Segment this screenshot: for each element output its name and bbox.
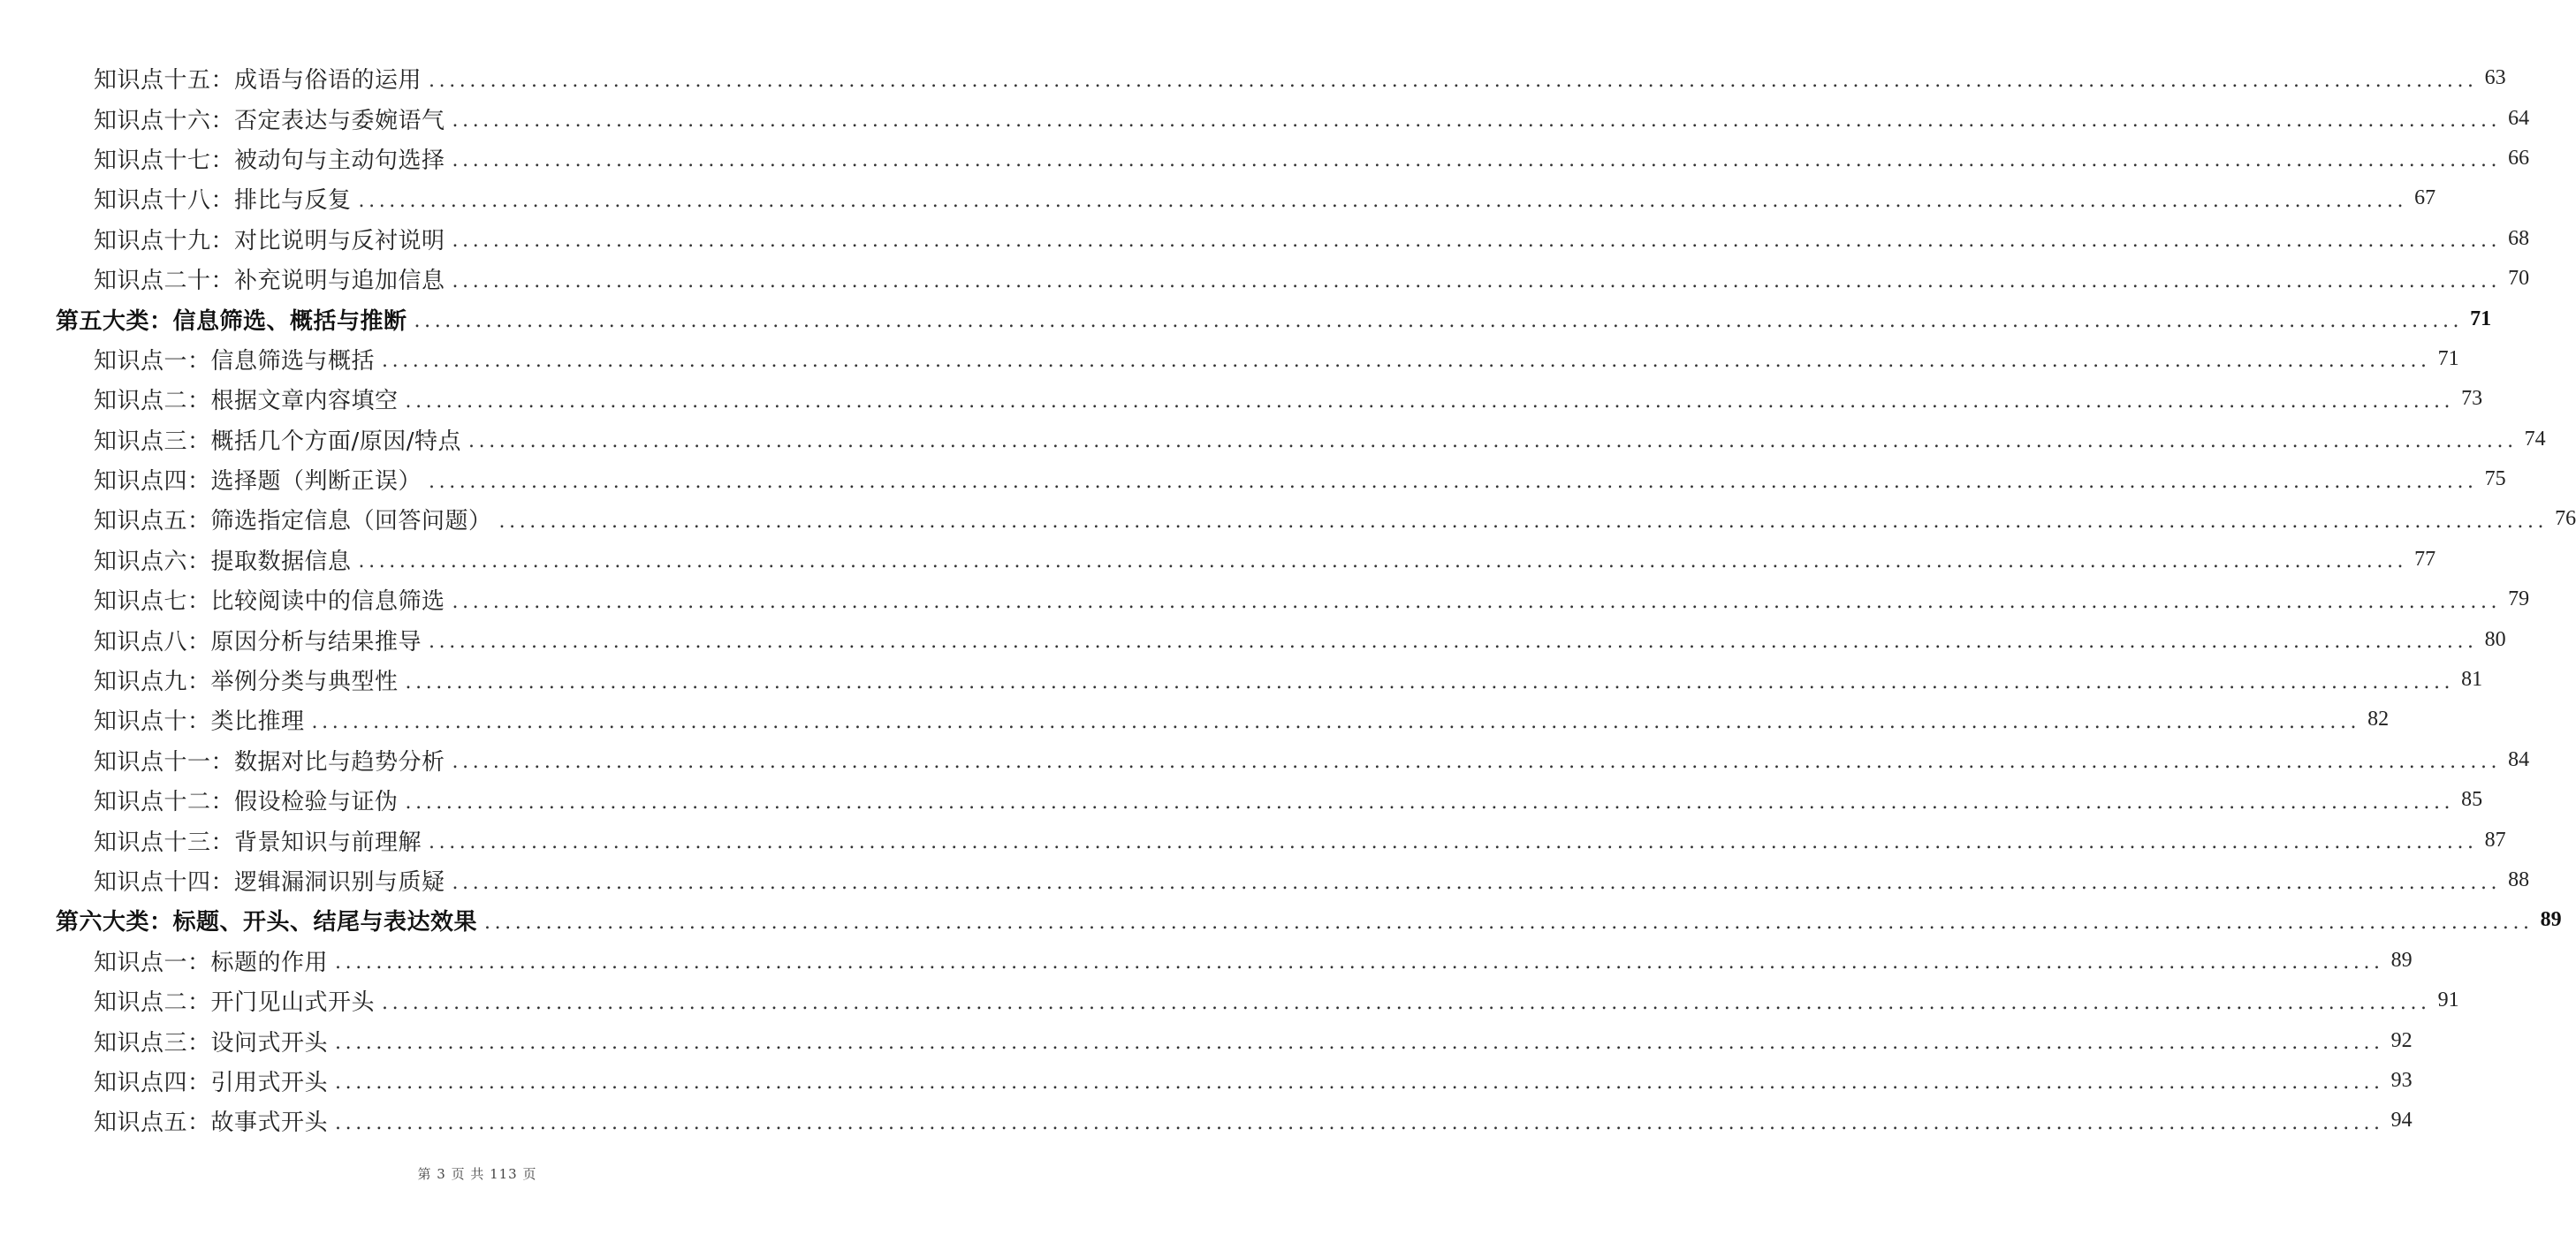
toc-entry-row[interactable] [0, 619, 2506, 659]
toc-page-number: 70 [2508, 267, 2530, 291]
toc-entry-title: 知识点九：举例分类与典型性 [94, 669, 399, 696]
toc-page-number: 87 [2484, 828, 2506, 852]
toc-page-number: 85 [2461, 788, 2483, 812]
dot-leader: ........................................................................................................................................................................................................ [468, 430, 2518, 453]
toc-entry-title: 知识点十三：背景知识与前理解 [94, 829, 422, 856]
toc-entry-row[interactable] [0, 499, 2576, 539]
toc-entry-row[interactable] [0, 379, 2483, 419]
toc-page-number: 93 [2390, 1068, 2413, 1092]
toc-page-number: 94 [2390, 1109, 2413, 1133]
toc-page-number: 63 [2484, 66, 2506, 90]
toc-entry-row[interactable] [0, 98, 2530, 138]
toc-category-row[interactable] [0, 299, 2492, 338]
toc-entry-row[interactable] [0, 1020, 2413, 1060]
toc-page-number: 80 [2484, 627, 2506, 651]
dot-leader: ........................................................................................................................................................................................................ [429, 470, 2478, 493]
toc-entry-row[interactable] [0, 459, 2506, 499]
dot-leader: ........................................................................................................................................................................................................ [452, 590, 2502, 613]
toc-page-number: 68 [2508, 226, 2530, 250]
toc-page-number: 89 [2540, 908, 2562, 932]
toc-entry-title: 知识点十四：逻辑漏洞识别与质疑 [94, 869, 445, 896]
toc-entry-row[interactable] [0, 420, 2546, 459]
dot-leader: ........................................................................................................................................................................................................ [452, 751, 2502, 774]
toc-entry-title: 知识点十六：否定表达与委婉语气 [94, 107, 445, 134]
table-of-contents [0, 58, 2576, 1141]
toc-page-number: 71 [2470, 307, 2492, 330]
toc-entry-title: 知识点七：比较阅读中的信息筛选 [94, 588, 445, 616]
page-footer: 第 3 页 共 113 页 [417, 1166, 537, 1182]
toc-entry-title: 知识点二：根据文章内容填空 [94, 388, 399, 415]
toc-page-number: 89 [2390, 948, 2413, 972]
dot-leader: ........................................................................................................................................................................................................ [452, 110, 2502, 133]
dot-leader: ........................................................................................................................................................................................................ [429, 831, 2478, 854]
dot-leader: ........................................................................................................................................................................................................ [405, 671, 2455, 693]
toc-page-number: 92 [2390, 1028, 2413, 1052]
dot-leader: ........................................................................................................................................................................................................ [311, 710, 2361, 733]
dot-leader: ........................................................................................................................................................................................................ [429, 631, 2478, 654]
toc-page-number: 84 [2508, 747, 2530, 771]
toc-entry-title: 知识点二：开门见山式开头 [94, 989, 376, 1017]
toc-entry-title: 知识点十八：排比与反复 [94, 187, 352, 215]
dot-leader: ........................................................................................................................................................................................................ [484, 911, 2534, 934]
toc-page-number: 82 [2367, 708, 2390, 731]
toc-entry-title: 知识点一：标题的作用 [94, 949, 329, 976]
toc-page-number: 75 [2484, 467, 2506, 491]
toc-entry-row[interactable] [0, 580, 2530, 619]
dot-leader: ........................................................................................................................................................................................................ [452, 269, 2502, 292]
toc-entry-title: 知识点四：引用式开头 [94, 1069, 329, 1096]
toc-entry-row[interactable] [0, 339, 2459, 379]
dot-leader: ........................................................................................................................................................................................................ [405, 390, 2455, 413]
toc-entry-row[interactable] [0, 540, 2436, 580]
toc-entry-title: 知识点八：原因分析与结果推导 [94, 628, 422, 655]
toc-entry-title: 知识点五：故事式开头 [94, 1110, 329, 1137]
dot-leader: ........................................................................................................................................................................................................ [358, 189, 2408, 212]
toc-page-number: 73 [2461, 387, 2483, 411]
toc-entry-row[interactable] [0, 820, 2506, 860]
toc-entry-title: 知识点十九：对比说明与反衬说明 [94, 227, 445, 254]
toc-category-row[interactable] [0, 900, 2562, 940]
dot-leader: ........................................................................................................................................................................................................ [358, 550, 2408, 573]
toc-page-number: 81 [2461, 668, 2483, 692]
toc-entry-title: 第五大类：信息筛选、概括与推断 [56, 307, 407, 335]
dot-leader: ........................................................................................................................................................................................................ [335, 1111, 2384, 1134]
toc-entry-title: 知识点三：概括几个方面/原因/特点 [94, 428, 462, 455]
toc-entry-title: 知识点十七：被动句与主动句选择 [94, 147, 445, 174]
toc-entry-row[interactable] [0, 139, 2530, 178]
toc-entry-row[interactable] [0, 981, 2459, 1020]
toc-entry-title: 知识点十一：数据对比与趋势分析 [94, 748, 445, 776]
toc-page-number: 79 [2508, 587, 2530, 611]
dot-leader: ........................................................................................................................................................................................................ [452, 871, 2502, 894]
toc-entry-title: 知识点十五：成语与俗语的运用 [94, 67, 422, 95]
toc-entry-title: 知识点十：类比推理 [94, 708, 305, 736]
toc-page-number: 74 [2524, 427, 2546, 451]
dot-leader: ........................................................................................................................................................................................................ [414, 310, 2464, 333]
toc-entry-title: 知识点三：设问式开头 [94, 1029, 329, 1057]
dot-leader: ........................................................................................................................................................................................................ [452, 230, 2502, 253]
toc-page-number: 88 [2508, 868, 2530, 891]
toc-entry-row[interactable] [0, 219, 2530, 259]
toc-page-number: 67 [2414, 186, 2436, 210]
toc-entry-row[interactable] [0, 700, 2390, 739]
toc-entry-row[interactable] [0, 58, 2506, 98]
toc-entry-row[interactable] [0, 740, 2530, 780]
toc-page-number: 66 [2508, 146, 2530, 170]
dot-leader: ........................................................................................................................................................................................................ [498, 510, 2549, 533]
toc-entry-row[interactable] [0, 660, 2483, 700]
toc-entry-row[interactable] [0, 1061, 2413, 1101]
dot-leader: ........................................................................................................................................................................................................ [335, 1072, 2384, 1095]
dot-leader: ........................................................................................................................................................................................................ [335, 1032, 2384, 1055]
dot-leader: ........................................................................................................................................................................................................ [405, 791, 2455, 814]
toc-entry-title: 知识点十二：假设检验与证伪 [94, 789, 399, 816]
toc-page-number: 91 [2437, 989, 2459, 1012]
toc-page-number: 64 [2508, 106, 2530, 130]
toc-entry-title: 知识点一：信息筛选与概括 [94, 347, 376, 375]
toc-entry-title: 知识点五：筛选指定信息（回答问题） [94, 508, 492, 535]
toc-page-number: 76 [2555, 507, 2576, 531]
toc-entry-title: 知识点四：选择题（判断正误） [94, 468, 422, 496]
toc-entry-row[interactable] [0, 178, 2436, 218]
toc-page-number: 71 [2437, 346, 2459, 370]
toc-entry-row[interactable] [0, 259, 2530, 299]
toc-entry-row[interactable] [0, 780, 2483, 820]
dot-leader: ........................................................................................................................................................................................................ [382, 991, 2431, 1014]
toc-entry-row[interactable] [0, 1101, 2413, 1140]
toc-entry-title: 知识点二十：补充说明与追加信息 [94, 268, 445, 295]
toc-page-number: 77 [2414, 547, 2436, 571]
toc-entry-row[interactable] [0, 941, 2413, 981]
dot-leader: ........................................................................................................................................................................................................ [452, 149, 2502, 172]
dot-leader: ........................................................................................................................................................................................................ [382, 350, 2431, 373]
toc-entry-row[interactable] [0, 860, 2530, 900]
toc-entry-title: 第六大类：标题、开头、结尾与表达效果 [56, 909, 478, 936]
dot-leader: ........................................................................................................................................................................................................ [429, 69, 2478, 92]
dot-leader: ........................................................................................................................................................................................................ [335, 951, 2384, 974]
toc-entry-title: 知识点六：提取数据信息 [94, 548, 352, 575]
